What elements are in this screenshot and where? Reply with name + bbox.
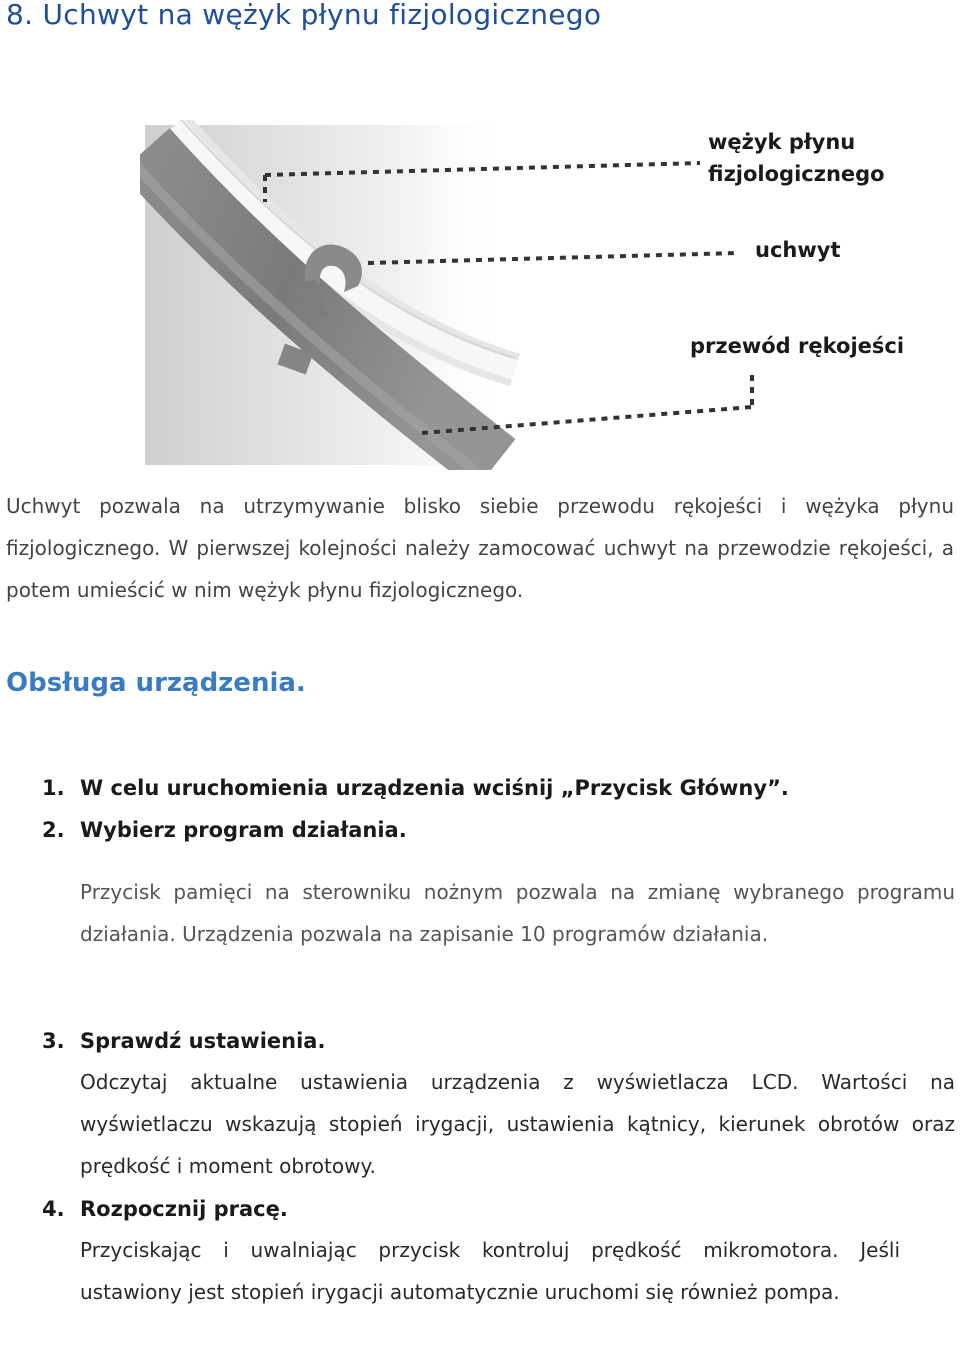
step-4-title [42,1193,288,1225]
step-title-text: W celu uruchomienia urządzenia wciśnij „Przycisk Główny”. [80,776,789,800]
product-figure [140,120,940,470]
callout-handpiece-cable: przewód rękojeści [690,334,905,358]
step-4-body: Przyciskając i uwalniając przycisk kontroluj prędkość mikromotora. Jeśli ustawiony jest stopień irygacji automatycznie uruchomi się również pompa. [80,1238,900,1304]
callout-tube-line1: wężyk płynu [708,130,856,154]
step-title-text: Wybierz program działania. [80,818,407,842]
section-title: 8. Uchwyt na wężyk płynu fizjologicznego [6,0,602,31]
intro-paragraph: Uchwyt pozwala na utrzymywanie blisko siebie przewodu rękojeści i wężyka płynu fizjologicznego. W pierwszej kolejności należy zamocować uchwyt na przewodzie rękojeści, a potem umieścić w nim wężyk płynu fizjologicznego. [6,494,954,602]
step-1-title [42,772,789,804]
callout-clip: uchwyt [755,238,841,262]
step-title-text: Rozpocznij pracę. [80,1197,288,1221]
operation-heading: Obsługa urządzenia. [6,668,306,698]
step-number: 4. [42,1197,65,1221]
step-3-title [42,1025,325,1057]
callout-tube-line2: fizjologicznego [708,162,885,186]
step-number: 2. [42,818,65,842]
callout-tube [708,126,885,190]
step-title-text: Sprawdź ustawienia. [80,1029,326,1053]
step-number: 1. [42,776,65,800]
step-number: 3. [42,1029,65,1053]
step-2-body: Przycisk pamięci na sterowniku nożnym pozwala na zmianę wybranego programu działania. Urządzenia pozwala na zapisanie 10 programów działania. [80,880,955,946]
step-3-body: Odczytaj aktualne ustawienia urządzenia z wyświetlacza LCD. Wartości na wyświetlaczu wskazują stopień irygacji, ustawienia kątnicy, kierunek obrotów oraz prędkość i moment obrotowy. [80,1070,955,1178]
step-2-title [42,814,407,846]
